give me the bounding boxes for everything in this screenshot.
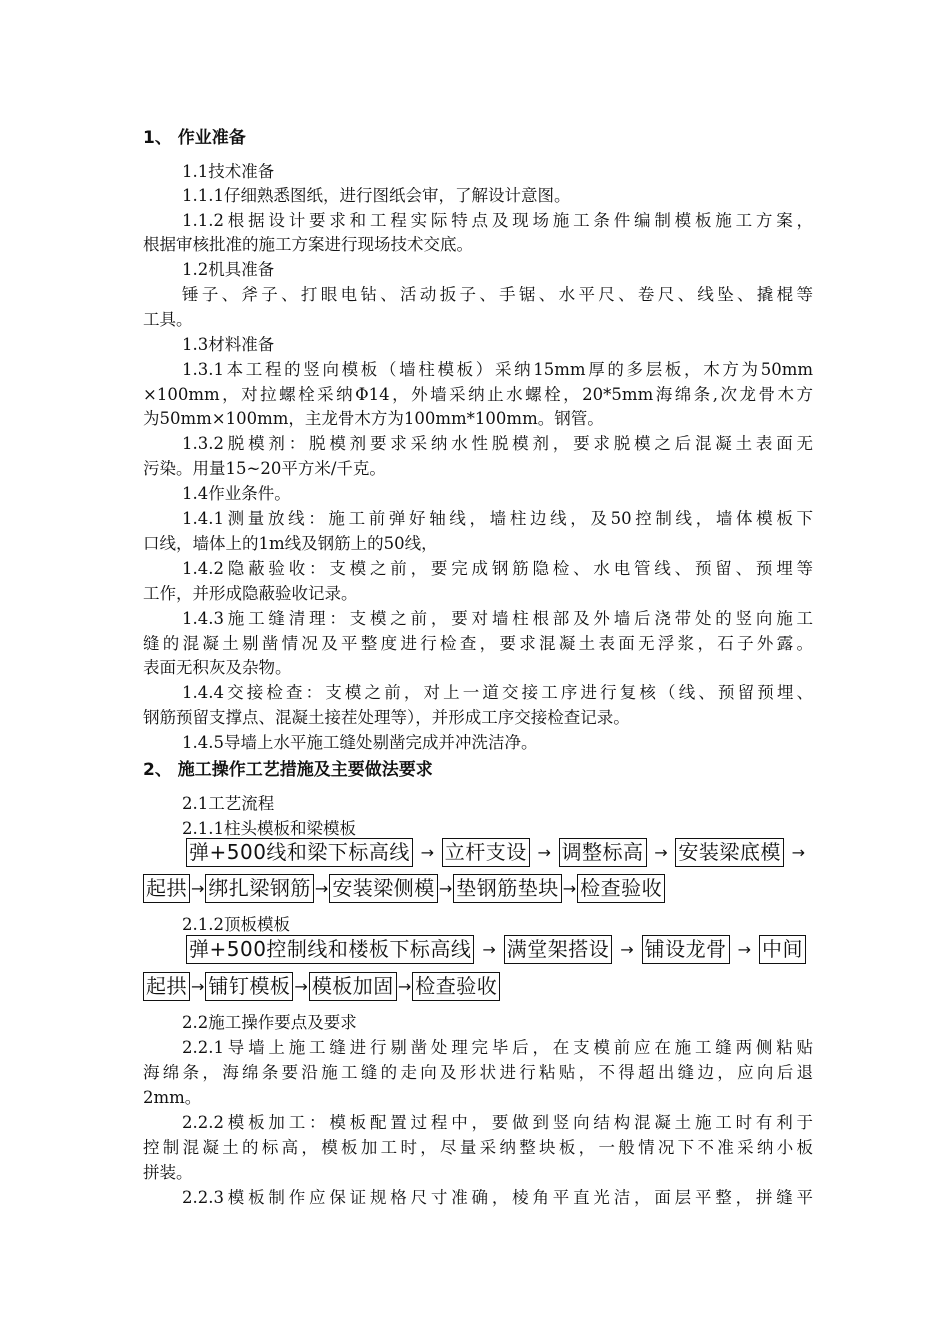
flow-step: 安装梁侧模 — [329, 874, 438, 903]
paragraph-line: 污染。用量15~20平方米/千克。 — [143, 459, 386, 478]
paragraph-line: 1.2机具准备 — [182, 260, 275, 279]
arrow-icon: → — [737, 939, 751, 959]
flow-step: 铺钉模板 — [205, 972, 293, 1001]
flow-step: 垫钢筋垫块 — [453, 874, 562, 903]
paragraph-line: 工作，并形成隐蔽验收记录。 — [143, 584, 358, 603]
paragraph-line: 1.4.3施工缝清理：支模之前，要对墙柱根部及外墙后浇带处的竖向施工 — [182, 609, 813, 628]
arrow-icon: → — [438, 878, 453, 898]
flow-step: 弹+500线和梁下标高线 — [186, 838, 413, 867]
paragraph-line: 2mm。 — [143, 1088, 202, 1107]
paragraph-line: 拼装。 — [143, 1163, 193, 1182]
paragraph-line: 根据审核批准的施工方案进行现场技术交底。 — [143, 235, 473, 254]
paragraph-line: 工具。 — [143, 310, 193, 329]
flow-step: 模板加固 — [309, 972, 397, 1001]
flow-step: 中间 — [759, 935, 806, 964]
paragraph-line: 1.3.2脱模剂：脱模剂要求采纳水性脱模剂，要求脱模之后混凝土表面无 — [182, 434, 813, 453]
paragraph-line: 1.4.1测量放线：施工前弹好轴线，墙柱边线，及50控制线，墙体模板下 — [182, 509, 813, 528]
paragraph-line: 1.3.1本工程的竖向模板（墙柱模板）采纳15mm厚的多层板，木方为50mm — [182, 360, 813, 379]
paragraph-line: 2.2施工操作要点及要求 — [182, 1013, 357, 1032]
paragraph-line: 缝的混凝土剔凿情况及平整度进行检查，要求混凝土表面无浮浆，石子外露。 — [143, 634, 813, 653]
paragraph-line: 为50mm×100mm，主龙骨木方为100mm*100mm。钢管。 — [143, 409, 604, 428]
arrow-icon: → — [791, 842, 805, 862]
arrow-icon: → — [397, 976, 412, 996]
paragraph-line: 控制混凝土的标高，模板加工时，尽量采纳整块板，一般情况下不准采纳小板 — [143, 1138, 813, 1157]
paragraph-line: 2.2.1导墙上施工缝进行剔凿处理完毕后，在支模前应在施工缝两侧粘贴 — [182, 1038, 813, 1057]
section-heading-2: 2、 施工操作工艺措施及主要做法要求 — [143, 760, 433, 780]
paragraph-line: 1.4.2隐蔽验收：支模之前，要完成钢筋隐检、水电管线、预留、预埋等 — [182, 559, 813, 578]
arrow-icon: → — [537, 842, 551, 862]
flowchart-beam-row-2 — [143, 872, 813, 904]
arrow-icon: → — [482, 939, 496, 959]
flow-step: 铺设龙骨 — [642, 935, 730, 964]
arrow-icon: → — [191, 878, 205, 898]
paragraph-line: 1.4作业条件。 — [182, 484, 291, 503]
paragraph-line: 口线，墙体上的1m线及钢筋上的50线， — [143, 534, 438, 553]
paragraph-line: 2.1.2顶板模板 — [182, 915, 290, 934]
flow-step: 起拱 — [143, 874, 190, 903]
paragraph-line: ×100mm，对拉螺栓采纳Φ14，外墙采纳止水螺栓，20*5mm海绵条,次龙骨木方 — [143, 385, 813, 404]
paragraph-line: 2.2.3模板制作应保证规格尺寸准确，棱角平直光洁，面层平整，拼缝平 — [182, 1188, 813, 1207]
arrow-icon: → — [620, 939, 634, 959]
section-heading-1: 1、 作业准备 — [143, 128, 246, 148]
paragraph-line: 钢筋预留支撑点、混凝土接茬处理等），并形成工序交接检查记录。 — [143, 708, 630, 727]
flow-step: 检查验收 — [577, 874, 665, 903]
paragraph-line: 1.4.4交接检查：支模之前，对上一道交接工序进行复核（线、预留预埋、 — [182, 683, 813, 702]
paragraph-line: 锤子、斧子、打眼电钻、活动扳子、手锯、水平尺、卷尺、线坠、撬棍等 — [182, 285, 813, 304]
flow-step: 调整标高 — [559, 838, 647, 867]
paragraph-line: 2.1.1柱头模板和梁模板 — [182, 819, 356, 838]
flowchart-slab-row-2 — [143, 970, 813, 1002]
arrow-icon: → — [294, 976, 308, 996]
paragraph-line: 1.1.2根据设计要求和工程实际特点及现场施工条件编制模板施工方案， — [182, 211, 813, 230]
arrow-icon: → — [420, 842, 435, 862]
flow-step: 满堂架搭设 — [504, 935, 613, 964]
paragraph-line: 2.1工艺流程 — [182, 794, 275, 813]
flowchart-slab-row-1 — [186, 933, 806, 965]
paragraph-line: 海绵条，海绵条要沿施工缝的走向及形状进行粘贴，不得超出缝边，应向后退 — [143, 1063, 813, 1082]
arrow-icon: → — [654, 842, 668, 862]
paragraph-line: 表面无积灰及杂物。 — [143, 658, 292, 677]
arrow-icon: → — [314, 878, 329, 898]
flowchart-beam-row-1 — [186, 836, 806, 868]
paragraph-line: 1.1.1仔细熟悉图纸，进行图纸会审，了解设计意图。 — [182, 186, 571, 205]
arrow-icon: → — [191, 976, 205, 996]
paragraph-line: 1.1技术准备 — [182, 162, 275, 181]
flow-step: 弹+500控制线和楼板下标高线 — [186, 935, 474, 964]
flow-step: 安装梁底模 — [675, 838, 784, 867]
paragraph-line: 1.3材料准备 — [182, 335, 275, 354]
paragraph-line: 1.4.5导墙上水平施工缝处剔凿完成并冲洗洁净。 — [182, 733, 538, 752]
arrow-icon: → — [562, 878, 577, 898]
flow-step: 立杆支设 — [442, 838, 530, 867]
flow-step: 绑扎梁钢筋 — [205, 874, 314, 903]
flow-step: 检查验收 — [412, 972, 500, 1001]
paragraph-line: 2.2.2模板加工：模板配置过程中，要做到竖向结构混凝土施工时有利于 — [182, 1113, 813, 1132]
flow-step: 起拱 — [143, 972, 190, 1001]
